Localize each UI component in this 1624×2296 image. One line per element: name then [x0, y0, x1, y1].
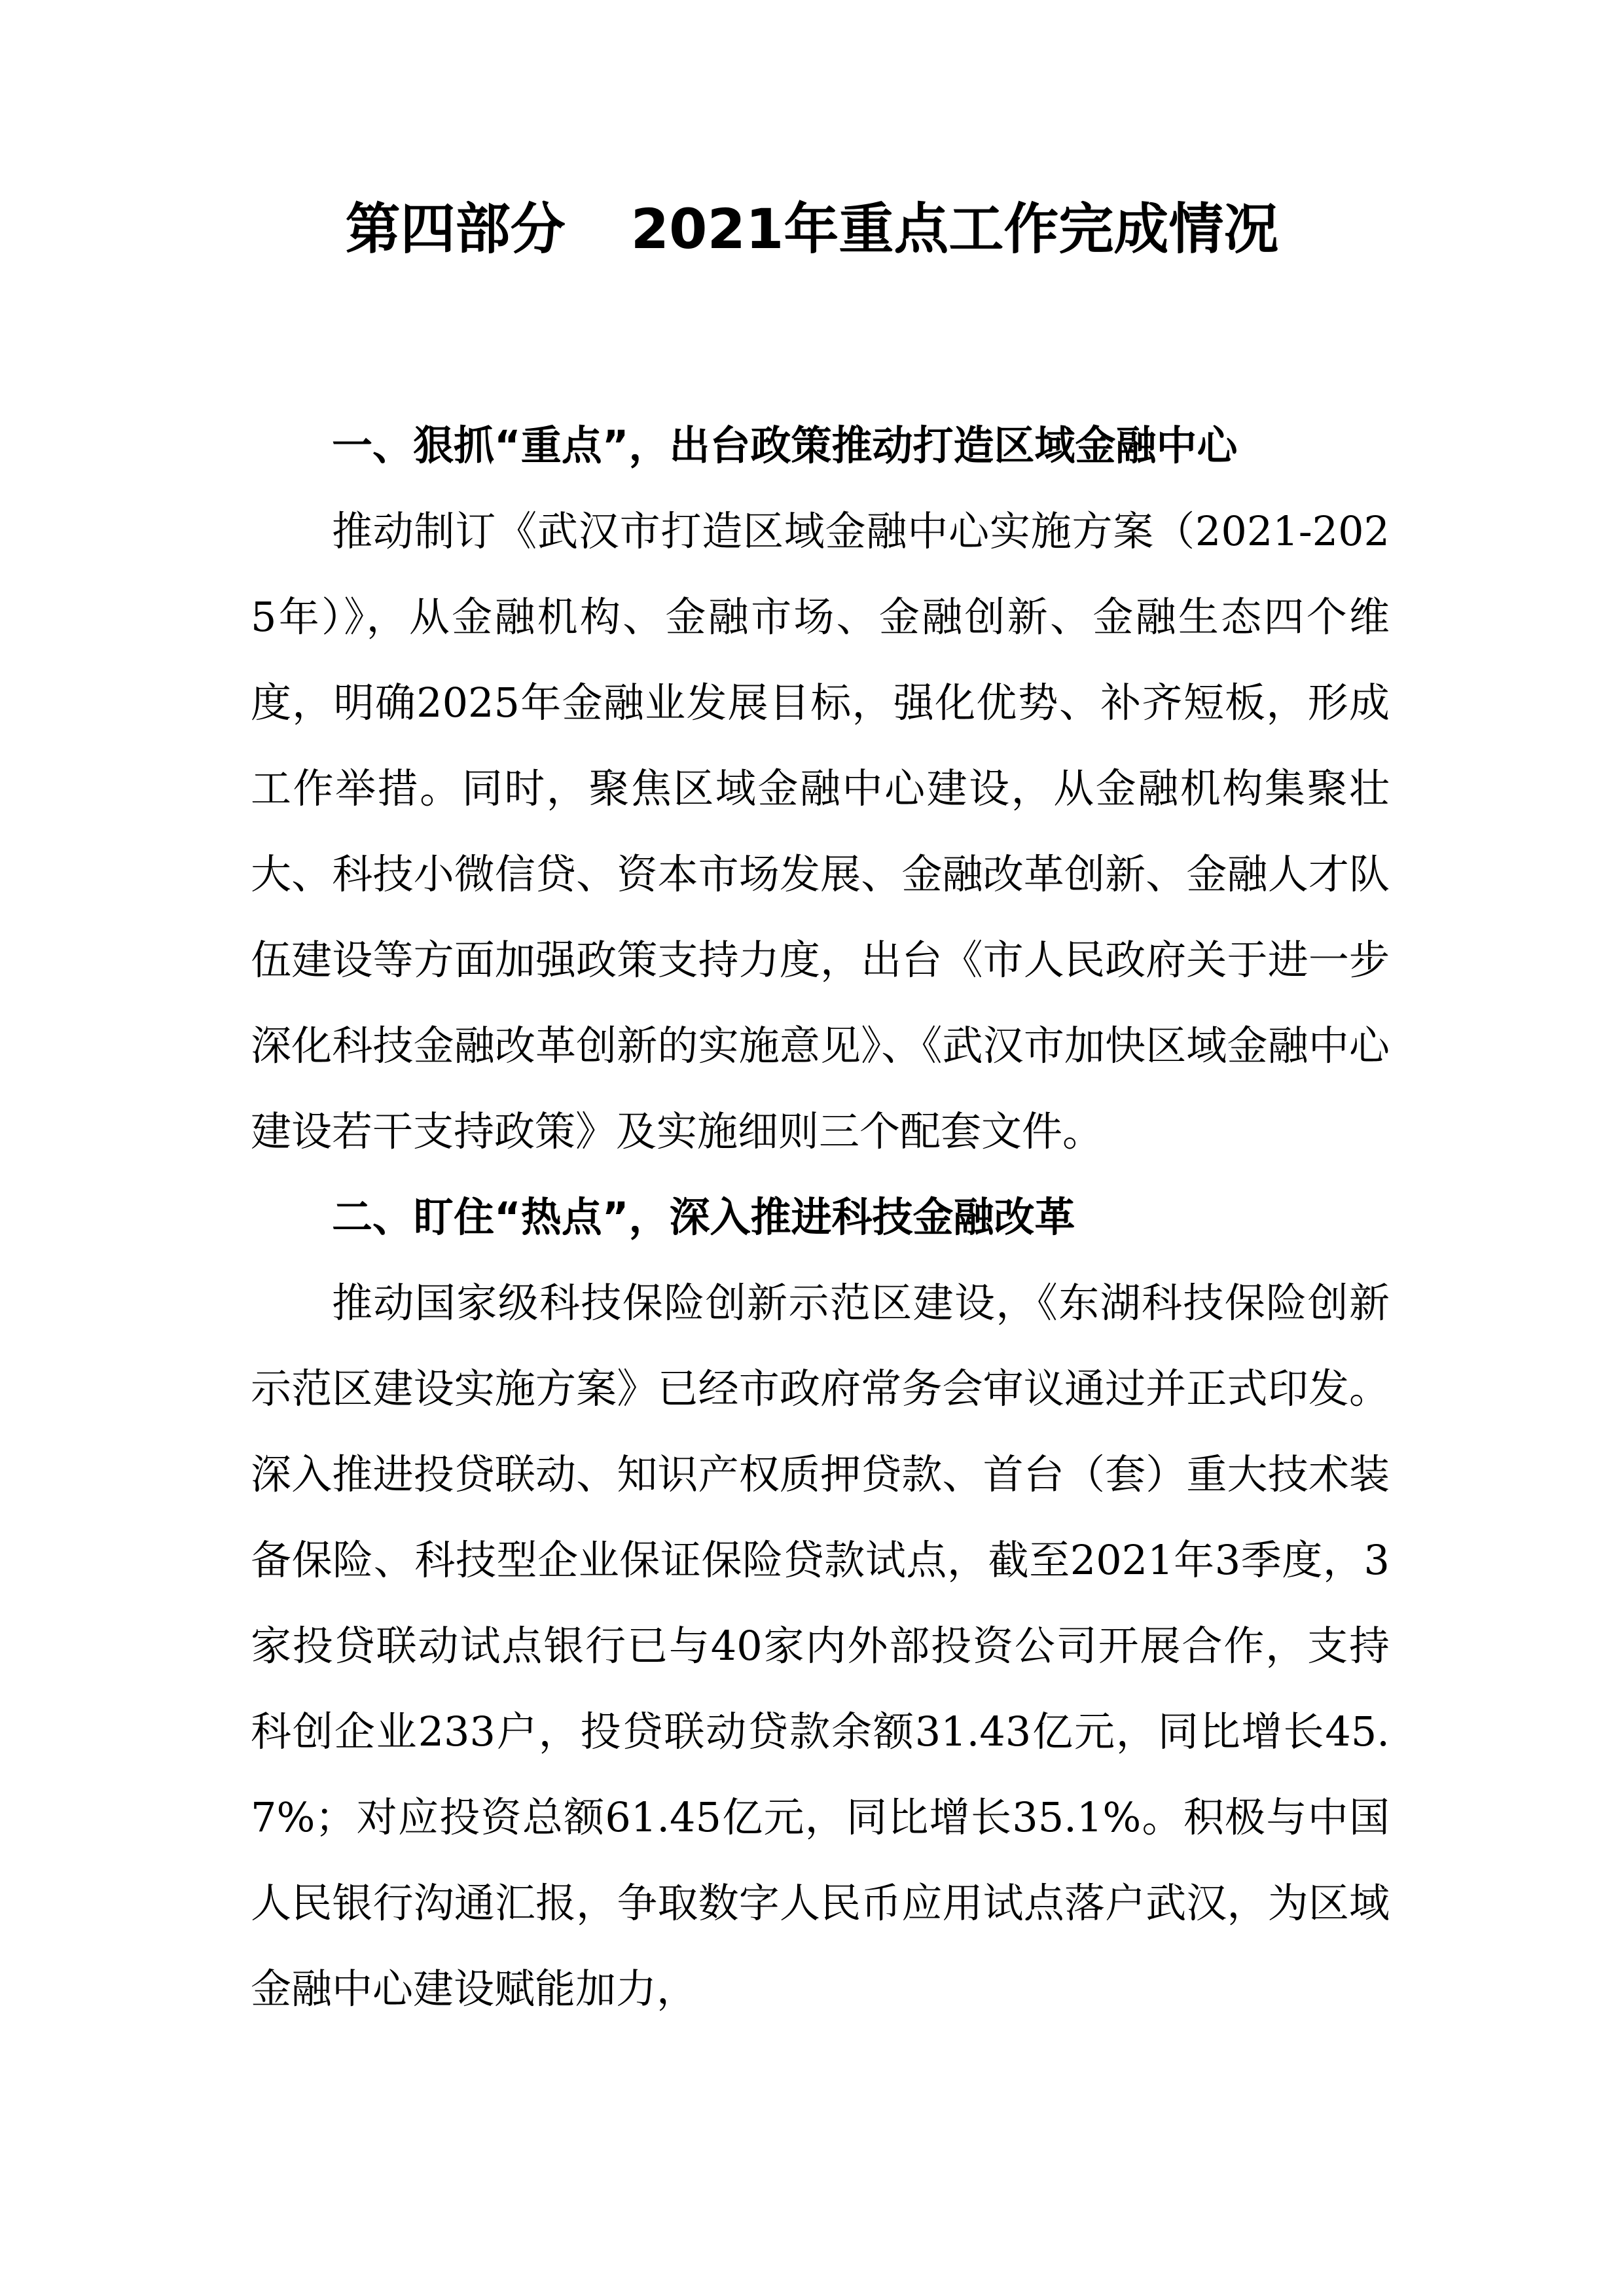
- document-body: [251, 403, 1390, 2032]
- page-title: [0, 187, 1624, 272]
- section-heading-1: 一、狠抓“重点”，出台政策推动打造区域金融中心: [332, 422, 1238, 469]
- title-text: 2021年重点工作完成情况: [630, 197, 1279, 261]
- section-paragraph-1: 推动制订《武汉市打造区域金融中心实施方案（2021-2025年）》，从金融机构、金融市场、金融创新、金融生态四个维度，明确2025年金融业发展目标，强化优势、补齐短板，形成工作举措。同时，聚焦区域金融中心建设，从金融机构集聚壮大、科技小微信贷、资本市场发展、金融改革创新、金融人才队伍建设等方面加强政策支持力度，出台《市人民政府关于进一步深化科技金融改革创新的实施意见》、《武汉市加快区域金融中心建设若干支持政策》及实施细则三个配套文件。: [251, 507, 1390, 1155]
- section-paragraph-2: 推动国家级科技保险创新示范区建设，《东湖科技保险创新示范区建设实施方案》已经市政府常务会审议通过并正式印发。深入推进投贷联动、知识产权质押贷款、首台（套）重大技术装备保险、科技型企业保证保险贷款试点，截至2021年3季度，3家投贷联动试点银行已与40家内外部投资公司开展合作，支持科创企业233户，投贷联动贷款余额31.43亿元，同比增长45.7%；对应投资总额61.45亿元，同比增长35.1%。积极与中国人民银行沟通汇报，争取数字人民币应用试点落户武汉，为区域金融中心建设赋能加力，: [251, 1279, 1390, 2013]
- title-part-label: 第四部分: [345, 197, 566, 261]
- section-heading-2: 二、盯住“热点”，深入推进科技金融改革: [332, 1193, 1075, 1241]
